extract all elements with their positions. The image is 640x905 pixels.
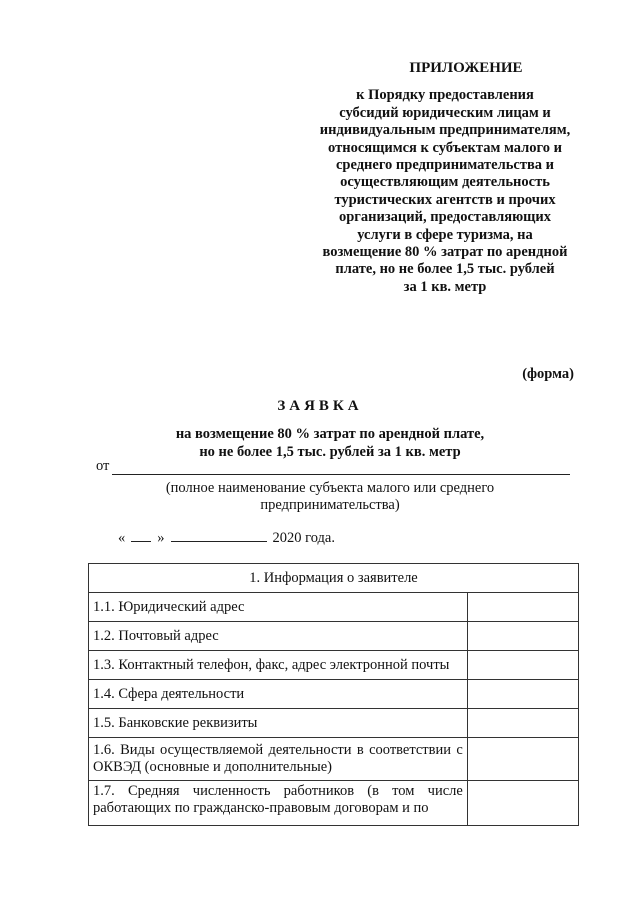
document-subtitle: на возмещение 80 % затрат по арендной плате, но не более 1,5 тыс. рублей за 1 кв. метр bbox=[175, 426, 485, 460]
date-row bbox=[118, 529, 335, 547]
month-field[interactable] bbox=[171, 529, 267, 542]
day-field[interactable] bbox=[131, 529, 151, 542]
close-quote: » bbox=[157, 530, 165, 546]
appendix-block bbox=[310, 60, 580, 296]
row-value-cell[interactable] bbox=[467, 622, 578, 651]
open-quote: « bbox=[118, 530, 126, 546]
applicant-name-hint: (полное наименование субъекта малого или среднего предпринимательства) bbox=[165, 480, 495, 513]
row-label: 1.3. Контактный телефон, факс, адрес электронной почты bbox=[89, 651, 468, 680]
table-row bbox=[89, 622, 579, 651]
table-row bbox=[89, 593, 579, 622]
table-row bbox=[89, 709, 579, 738]
table-row bbox=[89, 738, 579, 781]
year-text: 2020 года. bbox=[272, 530, 335, 546]
appendix-heading: ПРИЛОЖЕНИЕ bbox=[409, 60, 523, 76]
table-row bbox=[89, 781, 579, 826]
from-label: от bbox=[96, 458, 110, 474]
row-value-cell[interactable] bbox=[467, 680, 578, 709]
row-label: 1.5. Банковские реквизиты bbox=[89, 709, 468, 738]
row-label: 1.6. Виды осуществляемой деятельности в соответствии с ОКВЭД (основные и дополнительные) bbox=[89, 738, 468, 781]
table-row bbox=[89, 680, 579, 709]
form-label: (форма) bbox=[522, 366, 574, 382]
row-value-cell[interactable] bbox=[467, 651, 578, 680]
table-row bbox=[89, 651, 579, 680]
applicant-name-field[interactable] bbox=[112, 474, 570, 475]
row-value-cell[interactable] bbox=[467, 738, 578, 781]
row-label: 1.7. Средняя численность работников (в том числе работающих по гражданско-правовым договорам и по bbox=[89, 781, 468, 826]
row-label: 1.2. Почтовый адрес bbox=[89, 622, 468, 651]
table-header-row bbox=[89, 564, 579, 593]
appendix-text: к Порядку предоставления субсидий юридическим лицам и индивидуальным предпринимателям, относящимся к субъектам малого и среднего предпринимательства и осуществляющим деятельность туристических агентств и прочих организаций, предоставляющих услуги в сфере туризма, на возмещение 80 % затрат по арендной плате, но не более 1,5 тыс. рублей за 1 кв. метр bbox=[319, 87, 571, 295]
table-header: 1. Информация о заявителе bbox=[89, 564, 579, 593]
row-label: 1.1. Юридический адрес bbox=[89, 593, 468, 622]
row-label: 1.4. Сфера деятельности bbox=[89, 680, 468, 709]
row-value-cell[interactable] bbox=[467, 781, 578, 826]
row-value-cell[interactable] bbox=[467, 593, 578, 622]
row-value-cell[interactable] bbox=[467, 709, 578, 738]
applicant-info-table bbox=[88, 563, 579, 826]
document-title: ЗАЯВКА bbox=[277, 398, 363, 414]
